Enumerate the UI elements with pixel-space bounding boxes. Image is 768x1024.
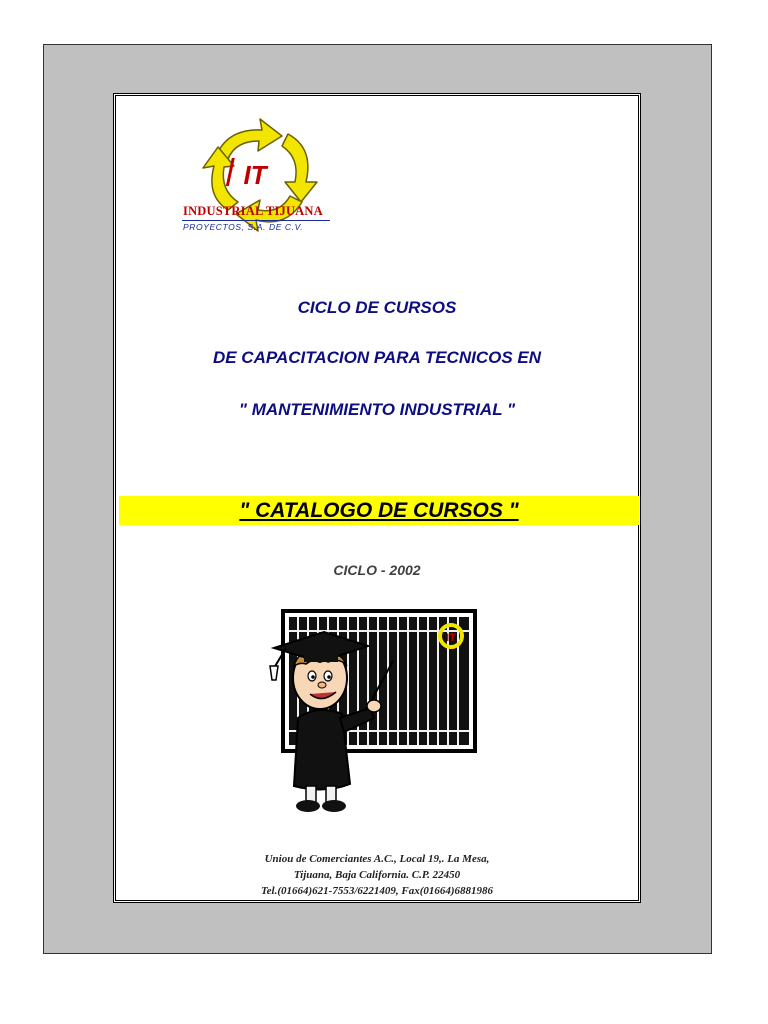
address-line-1: Uniou de Comerciantes A.C., Local 19,. La Mesa,	[264, 853, 490, 865]
heading-line-2: DE CAPACITACION PARA TECNICOS EN	[212, 348, 542, 367]
heading-line-3: " MANTENIMIENTO INDUSTRIAL "	[238, 400, 516, 419]
company-subtitle: PROYECTOS, S.A. DE C.V.	[183, 222, 304, 232]
company-name: INDUSTRIAL TIJUANA	[183, 204, 323, 218]
graduate-teacher-illustration	[246, 606, 481, 821]
document-page	[113, 93, 641, 903]
catalog-title: " CATALOGO DE CURSOS "	[239, 499, 519, 522]
svg-text:IT: IT	[446, 632, 456, 644]
cycle-year: CICLO - 2002	[333, 562, 421, 578]
company-divider	[182, 220, 330, 221]
logo-text: IT	[243, 160, 267, 190]
address-line-3: Tel.(01664)621-7553/6221409, Fax(01664)6881986	[260, 885, 494, 897]
heading-line-1: CICLO DE CURSOS	[297, 298, 457, 317]
catalog-band	[119, 496, 639, 525]
address-line-2: Tijuana, Baja California. C.P. 22450	[293, 869, 461, 881]
